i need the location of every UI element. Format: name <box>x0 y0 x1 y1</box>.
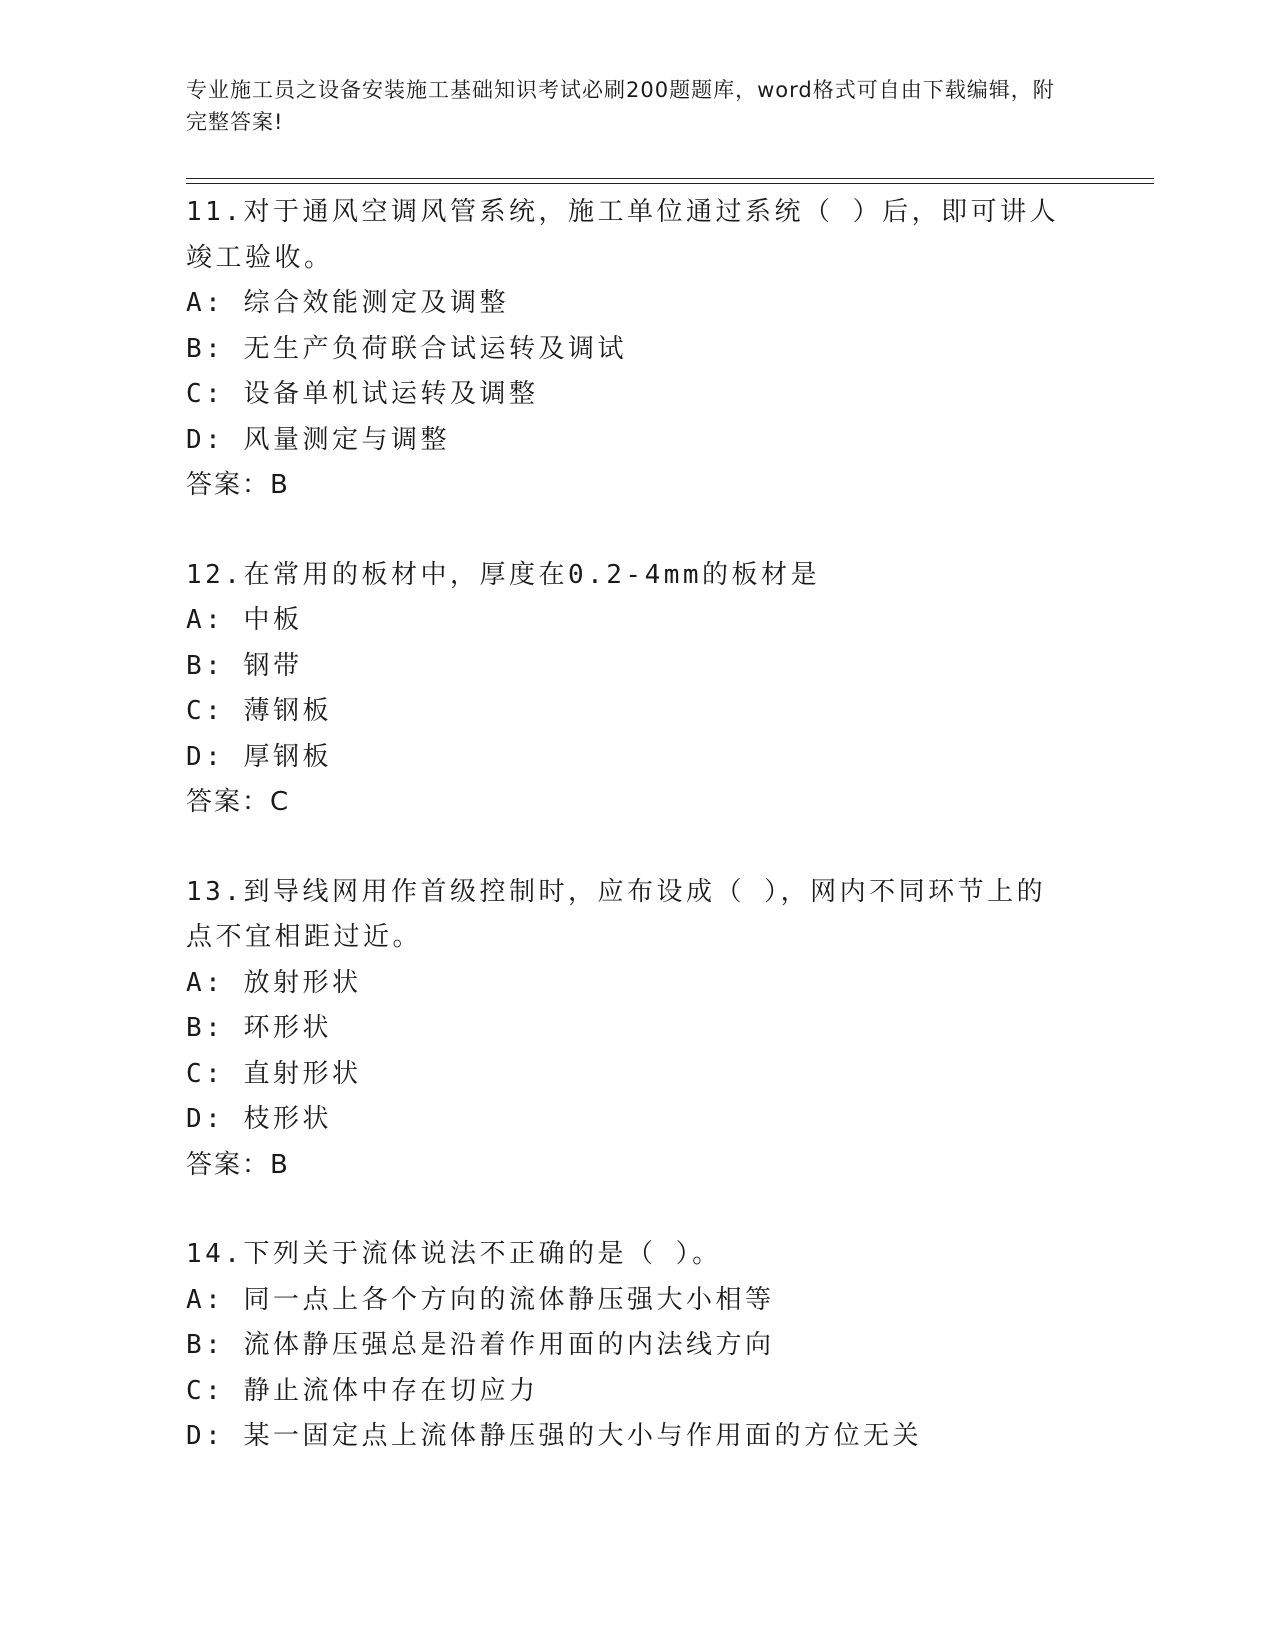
option-d: D: 风量测定与调整 <box>186 424 450 455</box>
option-c: C: 直射形状 <box>186 1058 362 1089</box>
header-rule-top <box>186 178 1154 179</box>
question-list <box>186 190 1086 1504</box>
option-c: C: 设备单机试运转及调整 <box>186 379 539 409</box>
option-b: B: 钢带 <box>186 650 303 681</box>
question-stem: 13.到导线网用作首级控制时，应布设成（ ），网内不同环节上的点不宜相距过近。 <box>186 876 1047 952</box>
question-item <box>186 190 1086 509</box>
option-d: D: 枝形状 <box>186 1104 332 1134</box>
question-item <box>186 553 1086 826</box>
question-item <box>186 870 1086 1189</box>
answer-line: 答案：B <box>186 470 290 500</box>
option-a: A: 放射形状 <box>186 967 362 998</box>
option-a: A: 同一点上各个方向的流体静压强大小相等 <box>186 1284 775 1315</box>
option-d: D: 某一固定点上流体静压强的大小与作用面的方位无关 <box>186 1421 922 1451</box>
option-c: C: 静止流体中存在切应力 <box>186 1375 539 1406</box>
option-c: C: 薄钢板 <box>186 696 332 726</box>
question-item <box>186 1232 1086 1460</box>
option-a: A: 综合效能测定及调整 <box>186 288 509 318</box>
question-stem: 14.下列关于流体说法不正确的是（ ）。 <box>186 1239 722 1269</box>
document-header: 专业施工员之设备安装施工基础知识考试必刷200题题库，word格式可自由下载编辑，附完整答案! <box>186 78 1055 134</box>
answer-line: 答案：C <box>186 787 291 817</box>
option-b: B: 流体静压强总是沿着作用面的内法线方向 <box>186 1330 775 1360</box>
answer-line: 答案：B <box>186 1149 290 1180</box>
option-b: B: 无生产负荷联合试运转及调试 <box>186 333 627 364</box>
option-a: A: 中板 <box>186 605 303 635</box>
question-stem: 12.在常用的板材中，厚度在0.2-4mm的板材是 <box>186 559 821 590</box>
header-rule-bottom <box>186 183 1154 184</box>
option-d: D: 厚钢板 <box>186 741 332 772</box>
question-stem: 11.对于通风空调风管系统，施工单位通过系统（ ）后，即可讲人竣工验收。 <box>186 197 1060 273</box>
option-b: B: 环形状 <box>186 1013 332 1043</box>
